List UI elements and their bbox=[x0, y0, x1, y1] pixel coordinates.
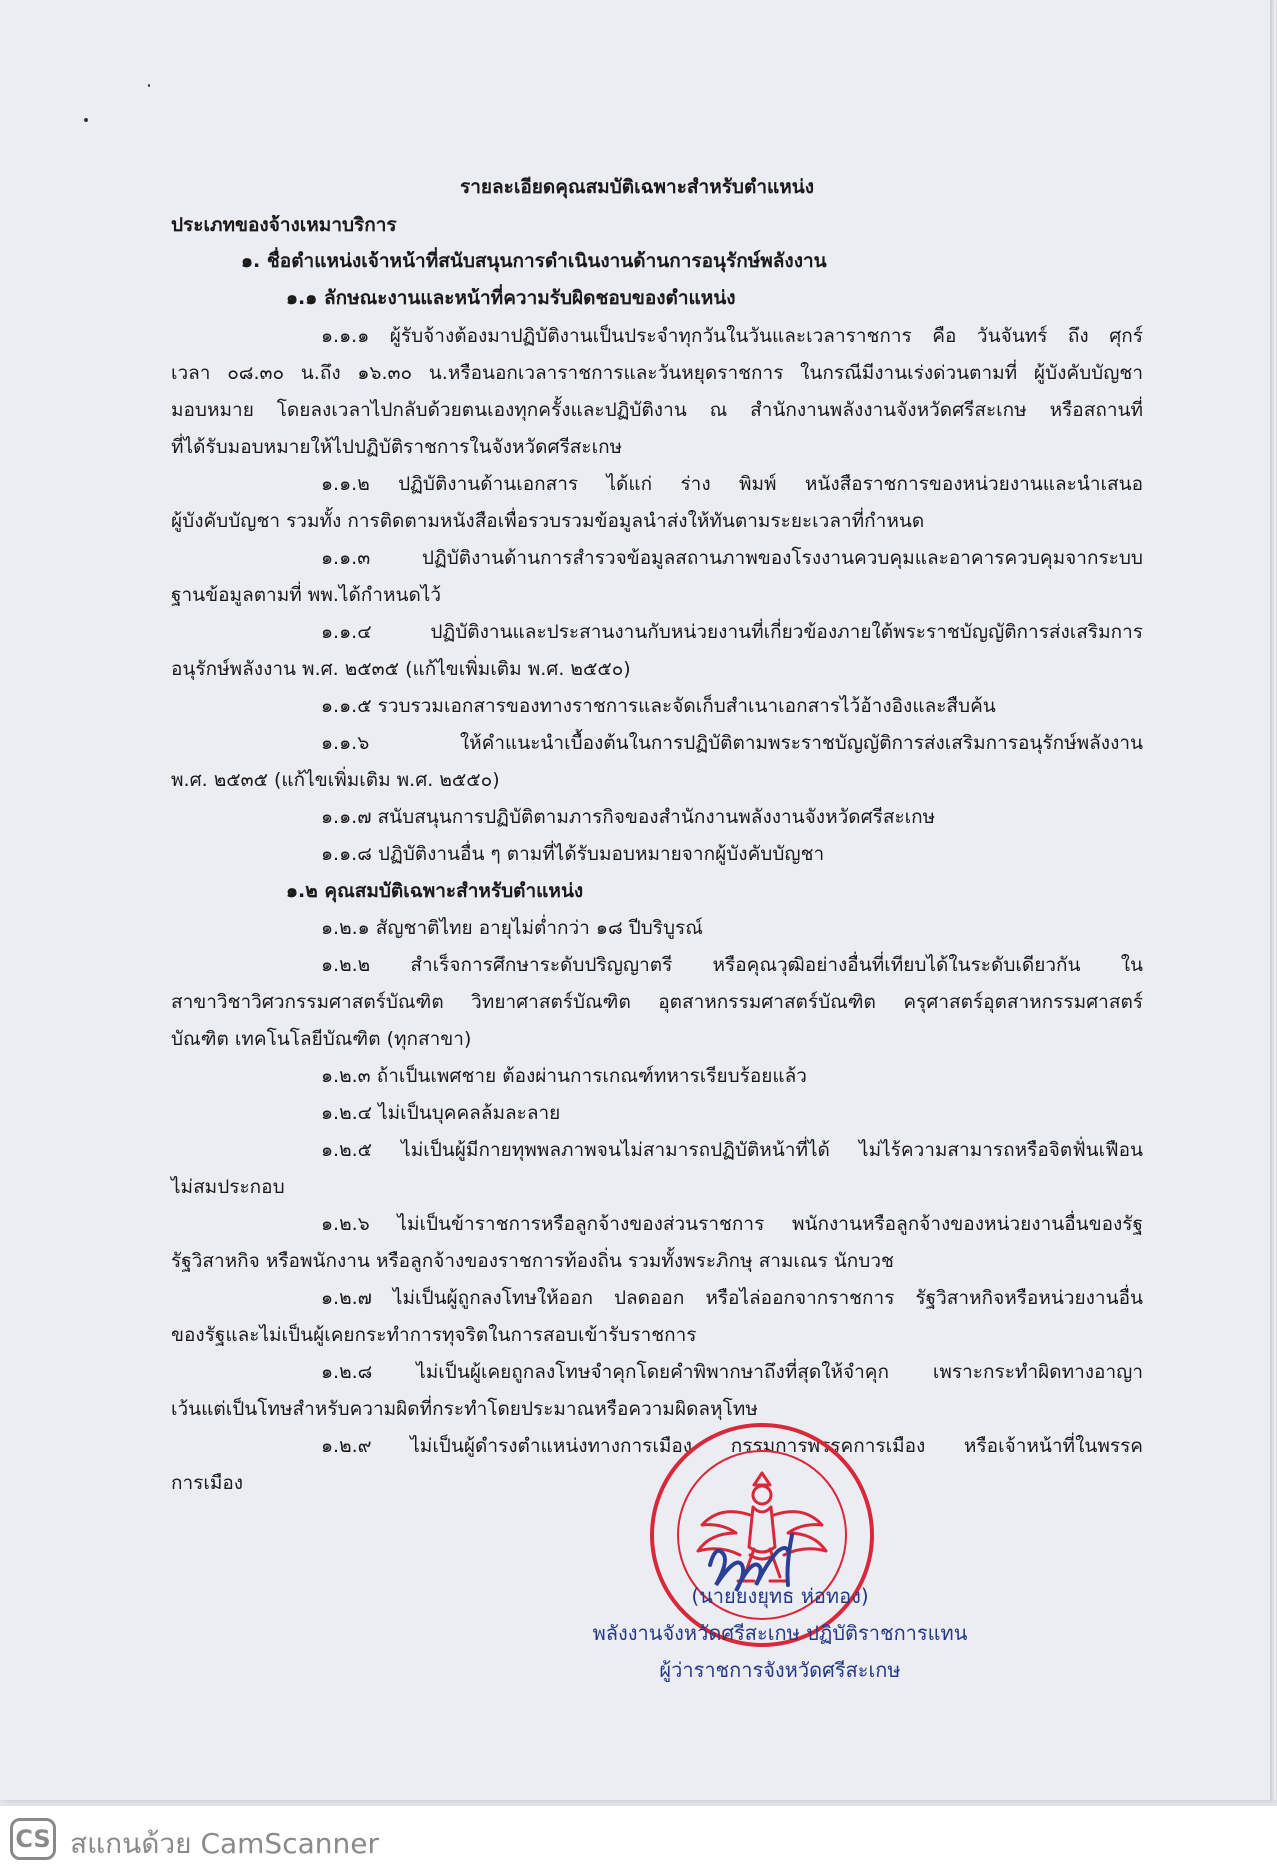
paragraph-line: ๑.๑.๒ ปฏิบัติงานด้านเอกสาร ได้แก่ ร่าง พิมพ์ หนังสือราชการของหน่วยงานและนำเสนอ bbox=[321, 473, 1143, 495]
paragraph-line: ๑.๑.๑ ผู้รับจ้างต้องมาปฏิบัติงานเป็นประจำทุกวันในวันและเวลาราชการ คือ วันจันทร์ ถึง ศุกร์ bbox=[321, 325, 1143, 347]
paragraph-line: ๑.๒.๖ ไม่เป็นข้าราชการหรือลูกจ้างของส่วนราชการ พนักงานหรือลูกจ้างของหน่วยงานอื่นของรัฐ bbox=[321, 1213, 1143, 1235]
camscanner-logo-icon: CS bbox=[10, 1818, 56, 1860]
paragraph-line: เว้นแต่เป็นโทษสำหรับความผิดที่กระทำโดยประมาณหรือความผิดลหุโทษ bbox=[171, 1398, 758, 1420]
paragraph-line: ๑.๒.๘ ไม่เป็นผู้เคยถูกลงโทษจำคุกโดยคำพิพากษาถึงที่สุดให้จำคุก เพราะกระทำผิดทางอาญา bbox=[321, 1361, 1143, 1383]
camscanner-label: สแกนด้วย CamScanner bbox=[70, 1827, 379, 1860]
paragraph-line: เวลา ๐๘.๓๐ น.ถึง ๑๖.๓๐ น.หรือนอกเวลาราชการและวันหยุดราชการ ในกรณีมีงานเร่งด่วนตามที่ ผู้บังคับบัญชา bbox=[171, 362, 1143, 384]
paragraph-line: ๑.๑.๔ ปฏิบัติงานและประสานงานกับหน่วยงานที่เกี่ยวข้องภายใต้พระราชบัญญัติการส่งเสริมการ bbox=[321, 621, 1143, 643]
signatory-title: พลังงานจังหวัดศรีสะเกษ ปฏิบัติราชการแทน bbox=[592, 1621, 968, 1645]
paragraph-line: อนุรักษ์พลังงาน พ.ศ. ๒๕๓๕ (แก้ไขเพิ่มเติม พ.ศ. ๒๕๕๐) bbox=[171, 658, 631, 680]
signatory-name: (นายยงยุทธ ห่อทอง) bbox=[691, 1584, 869, 1608]
camscanner-footer bbox=[0, 1806, 1277, 1871]
paragraph-line: ๑.๑.๖ ให้คำแนะนำเบื้องต้นในการปฏิบัติตามพระราชบัญญัติการส่งเสริมการอนุรักษ์พลังงาน bbox=[321, 732, 1143, 754]
paragraph-line: ๑.๒.๓ ถ้าเป็นเพศชาย ต้องผ่านการเกณฑ์ทหารเรียบร้อยแล้ว bbox=[321, 1065, 807, 1087]
paragraph-line: ๑.๒.๙ ไม่เป็นผู้ดำรงตำแหน่งทางการเมือง กรรมการพรรคการเมือง หรือเจ้าหน้าที่ในพรรค bbox=[321, 1435, 1143, 1457]
paragraph-line: ไม่สมประกอบ bbox=[171, 1176, 285, 1198]
paragraph-line: ฐานข้อมูลตามที่ พพ.ได้กำหนดไว้ bbox=[171, 584, 442, 606]
scan-speck bbox=[148, 84, 150, 87]
section-1-heading: ๑. ชื่อตำแหน่งเจ้าหน้าที่สนับสนุนการดำเนินงานด้านการอนุรักษ์พลังงาน bbox=[241, 250, 827, 272]
paragraph-line: ๑.๑.๓ ปฏิบัติงานด้านการสำรวจข้อมูลสถานภาพของโรงงานควบคุมและอาคารควบคุมจากระบบ bbox=[321, 547, 1143, 569]
paragraph-line: บัณฑิต เทคโนโลยีบัณฑิต (ทุกสาขา) bbox=[171, 1028, 472, 1050]
paragraph-line: ๑.๑.๗ สนับสนุนการปฏิบัติตามภารกิจของสำนักงานพลังงานจังหวัดศรีสะเกษ bbox=[321, 806, 936, 828]
paragraph-line: ๑.๒.๕ ไม่เป็นผู้มีกายทุพพลภาพจนไม่สามารถปฏิบัติหน้าที่ได้ ไม่ไร้ความสามารถหรือจิตฟั่นเฟือน bbox=[321, 1139, 1143, 1161]
signatory-title: ผู้ว่าราชการจังหวัดศรีสะเกษ bbox=[659, 1658, 901, 1682]
document-title: รายละเอียดคุณสมบัติเฉพาะสำหรับตำแหน่ง bbox=[460, 176, 815, 198]
paragraph-line: ๑.๒.๒ สำเร็จการศึกษาระดับปริญญาตรี หรือคุณวุฒิอย่างอื่นที่เทียบได้ในระดับเดียวกัน ใน bbox=[321, 954, 1143, 976]
employment-type: ประเภทของจ้างเหมาบริการ bbox=[171, 214, 397, 236]
paragraph-line: ๑.๒.๗ ไม่เป็นผู้ถูกลงโทษให้ออก ปลดออก หรือไล่ออกจากราชการ รัฐวิสาหกิจหรือหน่วยงานอื่น bbox=[321, 1287, 1143, 1309]
paragraph-line: ของรัฐและไม่เป็นผู้เคยกระทำการทุจริตในการสอบเข้ารับราชการ bbox=[171, 1324, 697, 1346]
paragraph-line: สาขาวิชาวิศวกรรมศาสตร์บัณฑิต วิทยาศาสตร์บัณฑิต อุตสาหกรรมศาสตร์บัณฑิต ครุศาสตร์อุตสาหกรรมศาสตร์ bbox=[171, 991, 1143, 1013]
section-1-1-heading: ๑.๑ ลักษณะงานและหน้าที่ความรับผิดชอบของตำแหน่ง bbox=[286, 287, 736, 309]
paragraph-line: ๑.๑.๕ รวบรวมเอกสารของทางราชการและจัดเก็บสำเนาเอกสารไว้อ้างอิงและสืบค้น bbox=[321, 695, 996, 717]
paragraph-line: การเมือง bbox=[171, 1472, 244, 1494]
paragraph-line: ๑.๒.๔ ไม่เป็นบุคคลล้มละลาย bbox=[321, 1102, 561, 1124]
paragraph-line: รัฐวิสาหกิจ หรือพนักงาน หรือลูกจ้างของราชการท้องถิ่น รวมทั้งพระภิกษุ สามเณร นักบวช bbox=[171, 1250, 894, 1272]
paragraph-line: ที่ได้รับมอบหมายให้ไปปฏิบัติราชการในจังหวัดศรีสะเกษ bbox=[171, 436, 623, 458]
paragraph-line: พ.ศ. ๒๕๓๕ (แก้ไขเพิ่มเติม พ.ศ. ๒๕๕๐) bbox=[171, 769, 500, 791]
paragraph-line: มอบหมาย โดยลงเวลาไปกลับด้วยตนเองทุกครั้งและปฏิบัติงาน ณ สำนักงานพลังงานจังหวัดศรีสะเกษ หรือสถานที่ bbox=[171, 399, 1143, 421]
section-1-2-heading: ๑.๒ คุณสมบัติเฉพาะสำหรับตำแหน่ง bbox=[286, 880, 584, 902]
paragraph-line: ๑.๒.๑ สัญชาติไทย อายุไม่ต่ำกว่า ๑๘ ปีบริบูรณ์ bbox=[321, 917, 703, 939]
paragraph-line: ๑.๑.๘ ปฏิบัติงานอื่น ๆ ตามที่ได้รับมอบหมายจากผู้บังคับบัญชา bbox=[321, 843, 825, 865]
scan-speck bbox=[84, 118, 88, 122]
paragraph-line: ผู้บังคับบัญชา รวมทั้ง การติดตามหนังสือเพื่อรวบรวมข้อมูลนำส่งให้ทันตามระยะเวลาที่กำหนด bbox=[171, 510, 925, 532]
